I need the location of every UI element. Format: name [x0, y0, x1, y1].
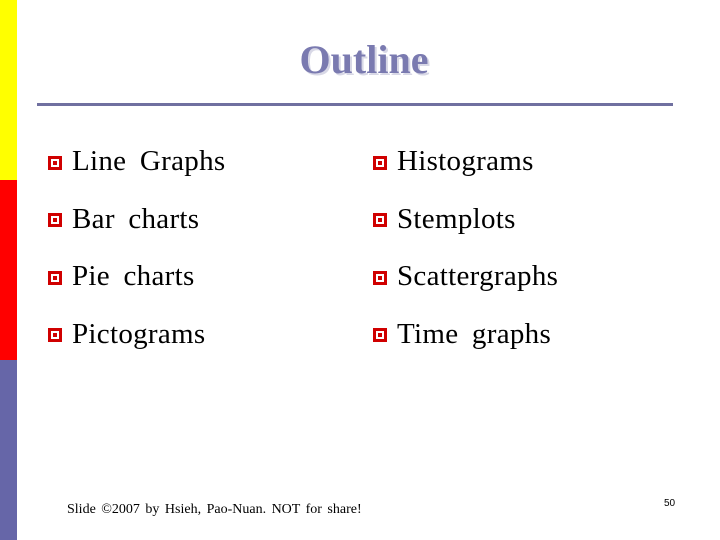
square-bullet-icon: [373, 213, 387, 227]
list-item-label: Pie charts: [72, 260, 195, 293]
square-bullet-icon: [48, 328, 62, 342]
accent-stripe-red: [0, 180, 17, 360]
bullet-list-right: [373, 133, 558, 363]
list-item: [373, 133, 558, 191]
accent-stripe-yellow: [0, 0, 17, 180]
accent-stripe-blue: [0, 360, 17, 540]
list-item-label: Scattergraphs: [397, 260, 559, 293]
slide-title: Outline: [299, 37, 429, 82]
list-item-label: Histograms: [397, 145, 534, 178]
slide-footer: Slide ©2007 by Hsieh, Pao-Nuan. NOT for share!: [67, 502, 362, 517]
square-bullet-icon: [48, 156, 62, 170]
list-item-label: Bar charts: [72, 202, 200, 235]
bullet-list-left: [48, 133, 225, 363]
list-item: [48, 306, 225, 364]
list-item-label: Pictograms: [72, 317, 206, 350]
list-item-label: Stemplots: [397, 202, 516, 235]
list-item-label: Line Graphs: [72, 145, 226, 178]
square-bullet-icon: [48, 271, 62, 285]
square-bullet-icon: [373, 271, 387, 285]
slide-number: 50: [664, 498, 676, 509]
list-item: [373, 306, 558, 364]
list-item: [373, 248, 558, 306]
square-bullet-icon: [373, 328, 387, 342]
list-item: [48, 133, 225, 191]
list-item: [373, 191, 558, 249]
square-bullet-icon: [48, 213, 62, 227]
square-bullet-icon: [373, 156, 387, 170]
list-item: [48, 248, 225, 306]
list-item-label: Time graphs: [397, 317, 552, 350]
title-divider: [37, 103, 673, 106]
list-item: [48, 191, 225, 249]
